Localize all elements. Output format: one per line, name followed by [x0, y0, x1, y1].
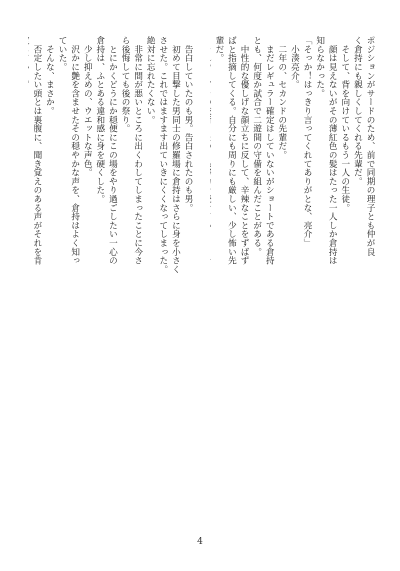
right-column-line: 小湊亮介。 — [289, 36, 300, 89]
left-column-line: 少し抑えめの、ウエットな声色。 — [82, 36, 93, 177]
right-column-line: とも、何度か試合で二遊間の守備を組んだことがある。 — [251, 36, 262, 256]
page-number: 4 — [197, 537, 203, 547]
right-column-line: 輩だ。 — [213, 36, 224, 63]
left-column-line: させた。これではますます出ていきにくくなってしまった。 — [157, 36, 168, 274]
left-column-line: 非常に間が悪いところに出くわしてしまったことに今さ — [132, 36, 143, 265]
right-column-line: 顔は見えないがその薄紅色の髪はたった一人しか倉持は — [327, 36, 338, 265]
left-column-line: ていた。 — [57, 36, 68, 72]
left-column-line: 初めて目撃した男同士の修羅場に倉持はさらに身を小さく — [170, 36, 181, 274]
left-column-line: 沢かに艶を含ませたその穏やかな声を、倉持はよく知っ — [69, 36, 80, 265]
left-column-line: ら後悔しても後の祭り。 — [120, 36, 131, 133]
left-column-line: 否定したい頭とは裏腹に、聞き覚えのある声がそれを肯 — [31, 36, 42, 265]
right-column-line: 「そっか！はっきり言ってくれてありがとな、亮介」 — [302, 36, 313, 248]
right-column-line: 知らなかった。 — [314, 36, 325, 98]
right-text-column — [210, 36, 376, 512]
left-column-line: 絶対に忘れたくない。 — [145, 36, 156, 124]
right-column-line: 二年の、セカンドの先輩だ。 — [276, 36, 287, 160]
left-column-line: とにかくどうにか穏便にこの場をやり過ごしたい一心の — [107, 36, 118, 265]
left-column-line: 告白していたのも男。告白されたのも男。 — [183, 36, 193, 212]
right-column-line: 中性的な優しげな顔立ちに反して、辛辣なことをずばず — [239, 36, 250, 265]
right-column-line: まだレギュラー確定はしていないがショートである倉持 — [264, 36, 275, 265]
right-column-line: ばと指摘してくる。自分にも周りにも厳しい、少し怖い先 — [226, 36, 237, 265]
left-column-line: そんな、まさか。 — [44, 36, 55, 116]
right-column-line: そして、背を向けているもう一人の生徒。 — [339, 36, 350, 212]
left-text-column — [28, 36, 194, 512]
right-column-line: く倉持にも親しくしてくれる先輩だ。 — [352, 36, 363, 186]
left-column-line: 倉持は、ふとある違和感に身を硬くした。 — [94, 36, 105, 204]
right-column-line: ポジションがサードのため、前で同期の理子とも仲が良 — [365, 36, 375, 256]
right-column-line — [210, 36, 212, 512]
